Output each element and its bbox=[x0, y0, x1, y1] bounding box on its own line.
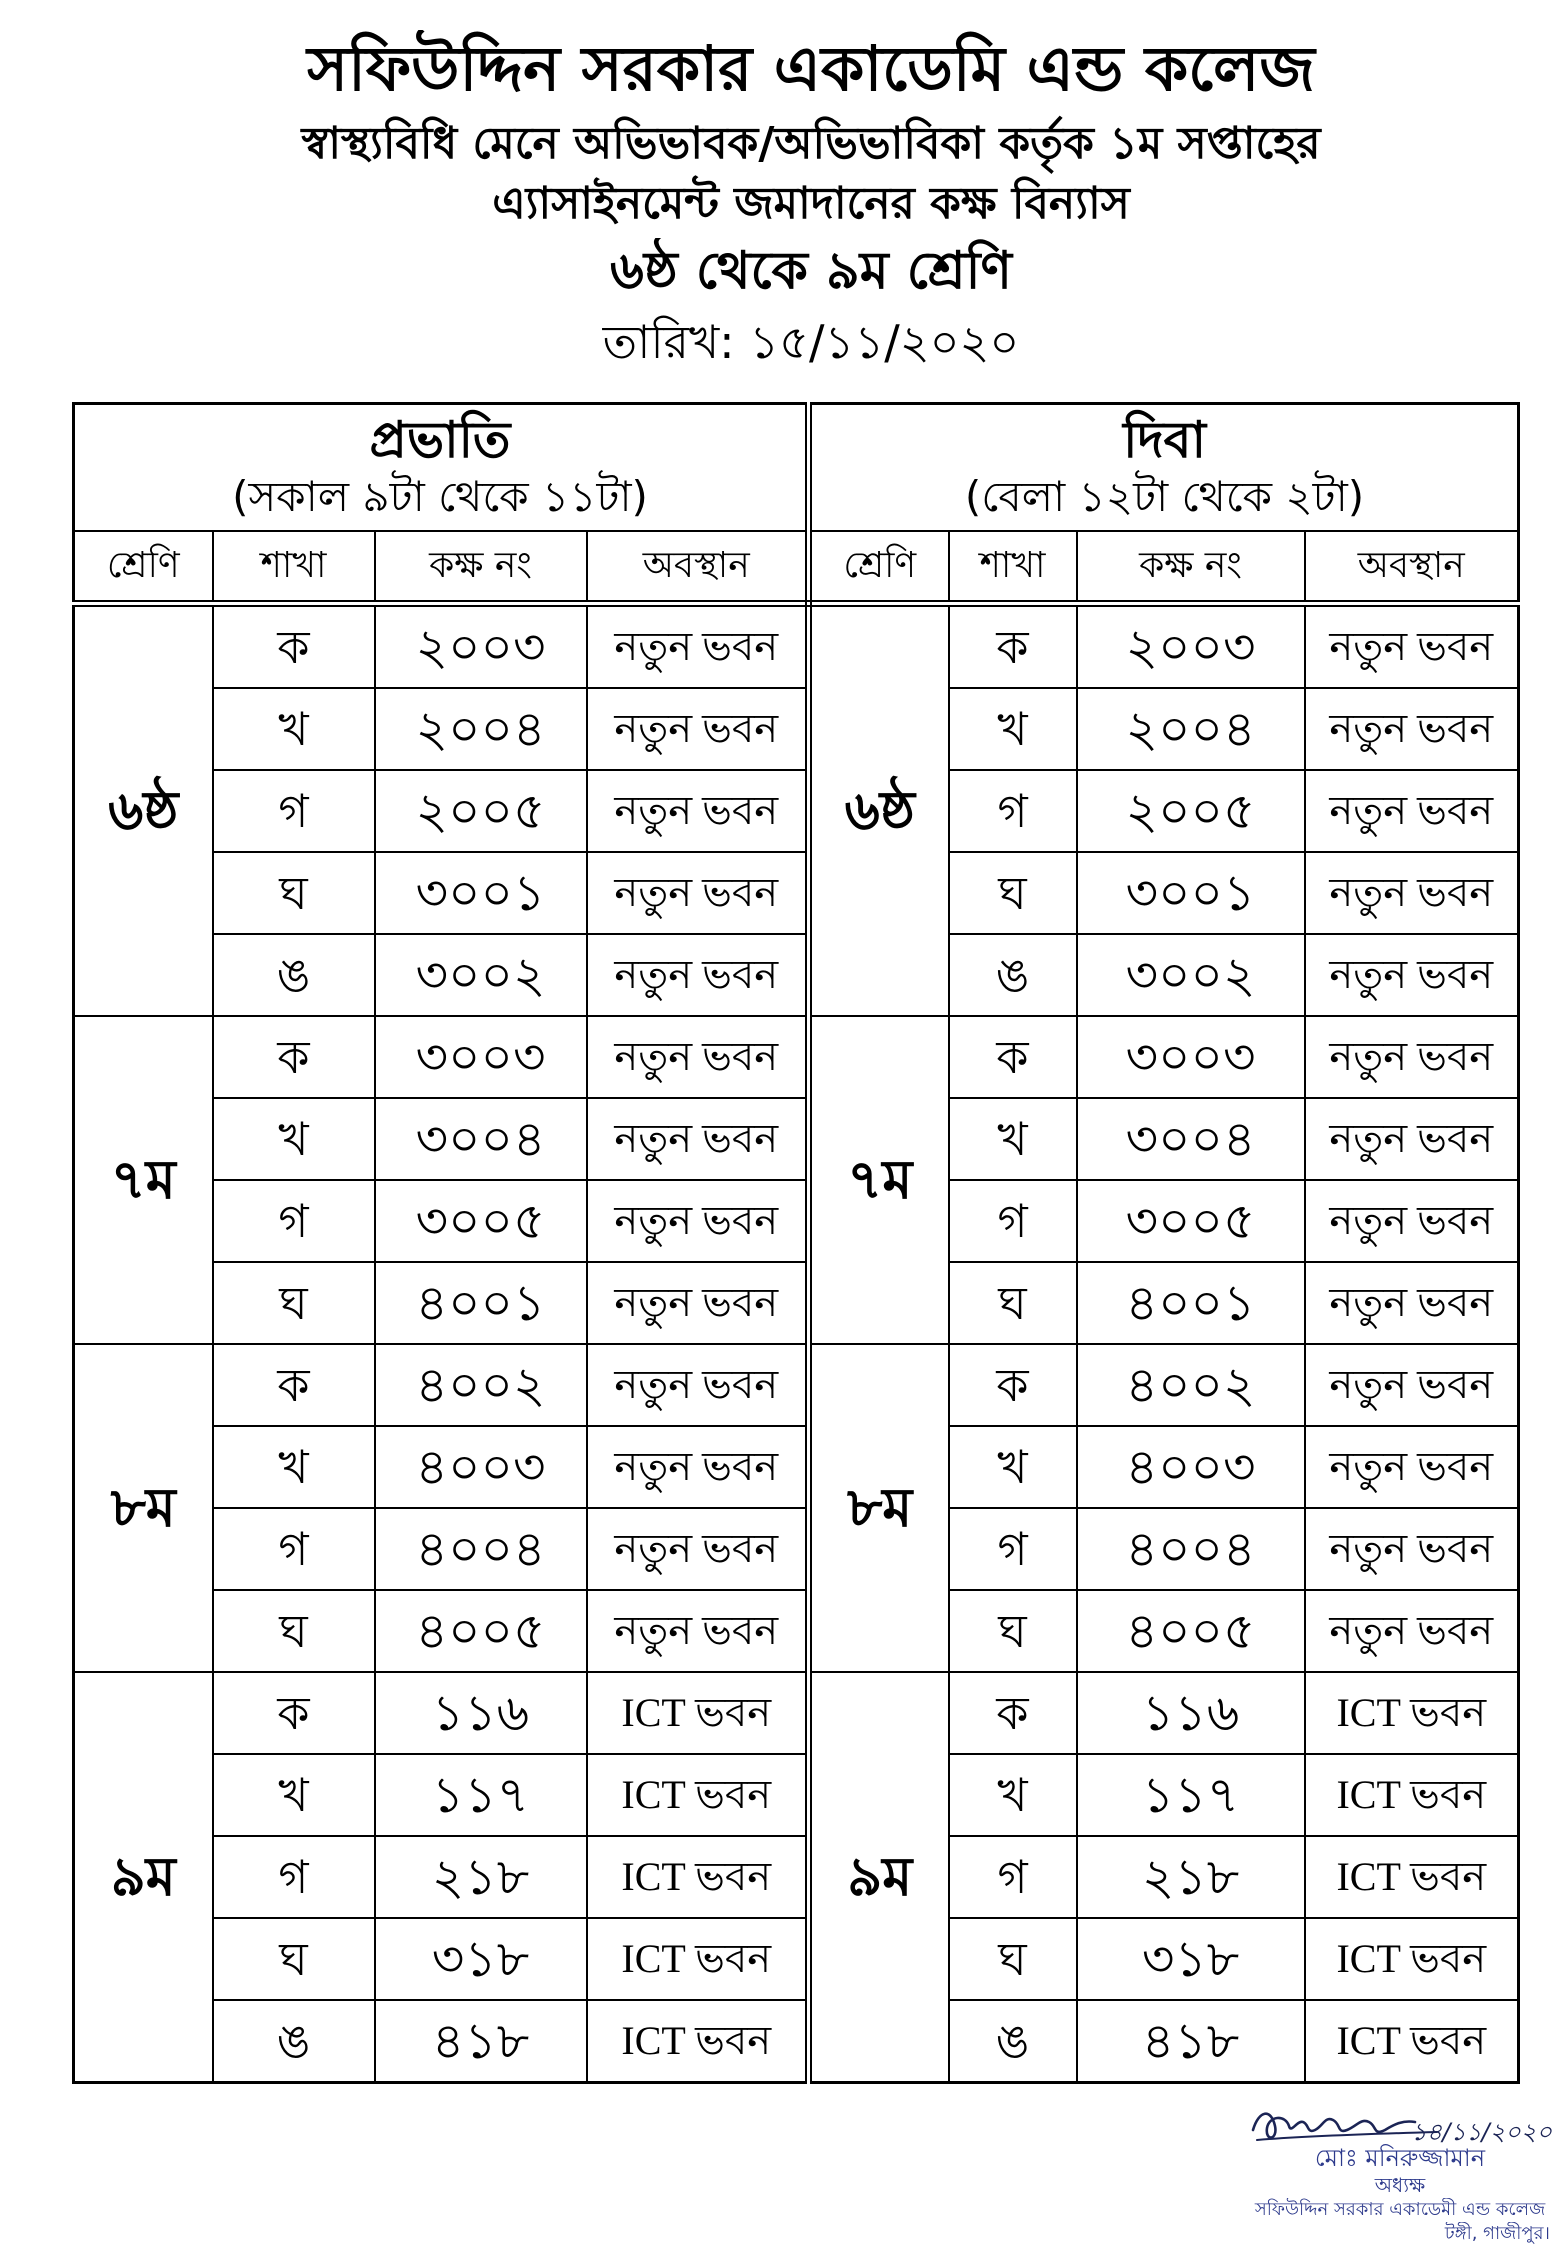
room-cell: ২০০৩ bbox=[375, 604, 587, 689]
section-cell: গ bbox=[213, 1180, 375, 1262]
section-cell: ঙ bbox=[213, 2000, 375, 2083]
room-cell: ২১৮ bbox=[375, 1836, 587, 1918]
section-cell: ক bbox=[949, 604, 1077, 689]
location-cell: নতুন ভবন bbox=[587, 1098, 809, 1180]
notice-date: তারিখ: ১৫/১১/২০২০ bbox=[602, 315, 1020, 369]
table-row bbox=[74, 1754, 1519, 1836]
section-cell: ক bbox=[213, 1344, 375, 1426]
notice-subtitle-line-2: এ্যাসাইনমেন্ট জমাদানের কক্ষ বিন্যাস bbox=[492, 178, 1130, 229]
location-cell: নতুন ভবন bbox=[587, 688, 809, 770]
section-cell: ঘ bbox=[949, 1262, 1077, 1344]
column-header-room: কক্ষ নং bbox=[1077, 531, 1305, 604]
room-cell: ২০০৫ bbox=[375, 770, 587, 852]
notice-subtitle-line-1: স্বাস্থ্যবিধি মেনে অভিভাবক/অভিভাবিকা কর্তৃক ১ম সপ্তাহের bbox=[301, 118, 1321, 169]
room-cell: ৩০০৫ bbox=[1077, 1180, 1305, 1262]
shift-header-morning bbox=[74, 404, 809, 532]
room-cell: ৩০০২ bbox=[375, 934, 587, 1016]
room-cell: ৩০০৪ bbox=[375, 1098, 587, 1180]
room-cell: ৪০০৩ bbox=[375, 1426, 587, 1508]
column-header-location: অবস্থান bbox=[587, 531, 809, 604]
room-cell: ৪০০২ bbox=[375, 1344, 587, 1426]
table-row bbox=[74, 852, 1519, 934]
table-row bbox=[74, 604, 1519, 689]
room-cell: ২০০৪ bbox=[375, 688, 587, 770]
section-cell: ক bbox=[949, 1672, 1077, 1754]
room-cell: ৪০০৫ bbox=[1077, 1590, 1305, 1672]
location-cell: নতুন ভবন bbox=[587, 1426, 809, 1508]
section-cell: ক bbox=[213, 1672, 375, 1754]
section-cell: গ bbox=[949, 1508, 1077, 1590]
location-cell: নতুন ভবন bbox=[1305, 770, 1519, 852]
location-cell: নতুন ভবন bbox=[587, 1180, 809, 1262]
location-cell: নতুন ভবন bbox=[587, 770, 809, 852]
stamp-institution: সফিউদ্দিন সরকার একাডেমী এন্ড কলেজ bbox=[1254, 2199, 1546, 2220]
section-cell: ঘ bbox=[213, 1590, 375, 1672]
table-row bbox=[74, 1508, 1519, 1590]
section-cell: খ bbox=[949, 688, 1077, 770]
column-header-room: কক্ষ নং bbox=[375, 531, 587, 604]
location-cell: নতুন ভবন bbox=[1305, 604, 1519, 689]
room-cell: ৩০০১ bbox=[1077, 852, 1305, 934]
location-cell: নতুন ভবন bbox=[1305, 1016, 1519, 1098]
table-body bbox=[74, 604, 1519, 2083]
section-cell: ঘ bbox=[949, 852, 1077, 934]
section-cell: ঙ bbox=[949, 2000, 1077, 2083]
column-header-section: শাখা bbox=[213, 531, 375, 604]
section-cell: খ bbox=[213, 1098, 375, 1180]
table-row bbox=[74, 1262, 1519, 1344]
location-cell: নতুন ভবন bbox=[1305, 1508, 1519, 1590]
shift-header-day bbox=[809, 404, 1519, 532]
location-cell: নতুন ভবন bbox=[1305, 1262, 1519, 1344]
location-cell: ICT ভবন bbox=[1305, 1754, 1519, 1836]
room-cell: ৪০০৩ bbox=[1077, 1426, 1305, 1508]
class-cell: ৭ম bbox=[74, 1016, 213, 1344]
shift-time: (বেলা ১২টা থেকে ২টা) bbox=[964, 471, 1365, 521]
section-cell: গ bbox=[213, 1508, 375, 1590]
location-cell: নতুন ভবন bbox=[1305, 1426, 1519, 1508]
stamp-address: টঙ্গী, গাজীপুর। bbox=[1444, 2223, 1550, 2244]
table-row bbox=[74, 1918, 1519, 2000]
room-cell: ৩০০৫ bbox=[375, 1180, 587, 1262]
room-cell: ১১৬ bbox=[1077, 1672, 1305, 1754]
section-cell: ক bbox=[213, 1016, 375, 1098]
room-cell: ৩০০২ bbox=[1077, 934, 1305, 1016]
room-cell: ১১৭ bbox=[375, 1754, 587, 1836]
table-row bbox=[74, 1180, 1519, 1262]
room-cell: ২০০৪ bbox=[1077, 688, 1305, 770]
room-allocation-table bbox=[72, 402, 1520, 2084]
location-cell: নতুন ভবন bbox=[587, 1508, 809, 1590]
section-cell: ক bbox=[949, 1344, 1077, 1426]
section-cell: খ bbox=[949, 1098, 1077, 1180]
section-cell: ঘ bbox=[949, 1590, 1077, 1672]
signature-date: ১৪/১১/২০২০ bbox=[1411, 2118, 1552, 2146]
location-cell: ICT ভবন bbox=[587, 1918, 809, 2000]
institution-title: সফিউদ্দিন সরকার একাডেমি এন্ড কলেজ bbox=[307, 32, 1315, 105]
class-cell: ৮ম bbox=[74, 1344, 213, 1672]
room-cell: ৩১৮ bbox=[1077, 1918, 1305, 2000]
class-cell: ৬ষ্ঠ bbox=[74, 604, 213, 1017]
location-cell: ICT ভবন bbox=[1305, 1836, 1519, 1918]
location-cell: নতুন ভবন bbox=[1305, 1590, 1519, 1672]
location-cell: নতুন ভবন bbox=[1305, 1098, 1519, 1180]
column-header-class: শ্রেণি bbox=[74, 531, 213, 604]
section-cell: গ bbox=[949, 1836, 1077, 1918]
table-row bbox=[74, 1836, 1519, 1918]
location-cell: নতুন ভবন bbox=[1305, 1344, 1519, 1426]
principal-stamp bbox=[1250, 2144, 1550, 2246]
room-cell: ৩০০৩ bbox=[375, 1016, 587, 1098]
section-cell: ঘ bbox=[213, 852, 375, 934]
location-cell: নতুন ভবন bbox=[587, 1590, 809, 1672]
column-header-section: শাখা bbox=[949, 531, 1077, 604]
table-row bbox=[74, 934, 1519, 1016]
section-cell: গ bbox=[213, 770, 375, 852]
room-cell: ১১৬ bbox=[375, 1672, 587, 1754]
location-cell: নতুন ভবন bbox=[587, 1344, 809, 1426]
class-cell: ৬ষ্ঠ bbox=[809, 604, 949, 1017]
shift-header-row bbox=[74, 404, 1519, 532]
room-cell: ৩০০১ bbox=[375, 852, 587, 934]
table-row bbox=[74, 1344, 1519, 1426]
section-cell: ঙ bbox=[949, 934, 1077, 1016]
room-cell: ৪০০৪ bbox=[1077, 1508, 1305, 1590]
location-cell: নতুন ভবন bbox=[1305, 934, 1519, 1016]
room-cell: ২০০৫ bbox=[1077, 770, 1305, 852]
stamp-name: মোঃ মনিরুজ্জামান bbox=[1314, 2144, 1486, 2172]
shift-name: দিবা bbox=[1123, 410, 1206, 469]
room-cell: ৪০০৪ bbox=[375, 1508, 587, 1590]
room-cell: ২১৮ bbox=[1077, 1836, 1305, 1918]
room-cell: ৪১৮ bbox=[375, 2000, 587, 2083]
table-row bbox=[74, 1426, 1519, 1508]
location-cell: নতুন ভবন bbox=[587, 604, 809, 689]
room-cell: ১১৭ bbox=[1077, 1754, 1305, 1836]
column-header-class: শ্রেণি bbox=[809, 531, 949, 604]
location-cell: ICT ভবন bbox=[1305, 2000, 1519, 2083]
section-cell: ক bbox=[949, 1016, 1077, 1098]
table-row bbox=[74, 1672, 1519, 1754]
section-cell: খ bbox=[949, 1426, 1077, 1508]
section-cell: খ bbox=[213, 688, 375, 770]
table-row bbox=[74, 1098, 1519, 1180]
location-cell: নতুন ভবন bbox=[1305, 852, 1519, 934]
section-cell: ক bbox=[213, 604, 375, 689]
room-cell: ৩০০৩ bbox=[1077, 1016, 1305, 1098]
location-cell: নতুন ভবন bbox=[1305, 688, 1519, 770]
section-cell: ঘ bbox=[213, 1262, 375, 1344]
table-row bbox=[74, 1590, 1519, 1672]
column-header-location: অবস্থান bbox=[1305, 531, 1519, 604]
shift-time: (সকাল ৯টা থেকে ১১টা) bbox=[232, 471, 648, 521]
section-cell: ঘ bbox=[949, 1918, 1077, 2000]
location-cell: ICT ভবন bbox=[1305, 1672, 1519, 1754]
location-cell: নতুন ভবন bbox=[587, 1016, 809, 1098]
location-cell: ICT ভবন bbox=[587, 1836, 809, 1918]
column-header-row bbox=[74, 531, 1519, 604]
location-cell: নতুন ভবন bbox=[587, 1262, 809, 1344]
location-cell: নতুন ভবন bbox=[587, 852, 809, 934]
section-cell: গ bbox=[949, 770, 1077, 852]
section-cell: গ bbox=[949, 1180, 1077, 1262]
shift-name: প্রভাতি bbox=[369, 410, 511, 469]
section-cell: খ bbox=[213, 1426, 375, 1508]
room-cell: ৩১৮ bbox=[375, 1918, 587, 2000]
location-cell: ICT ভবন bbox=[1305, 1918, 1519, 2000]
location-cell: ICT ভবন bbox=[587, 1672, 809, 1754]
section-cell: খ bbox=[213, 1754, 375, 1836]
stamp-designation: অধ্যক্ষ bbox=[1374, 2173, 1426, 2197]
location-cell: ICT ভবন bbox=[587, 2000, 809, 2083]
room-cell: ৪০০১ bbox=[1077, 1262, 1305, 1344]
section-cell: গ bbox=[213, 1836, 375, 1918]
section-cell: ঘ bbox=[213, 1918, 375, 2000]
room-cell: ৪০০১ bbox=[375, 1262, 587, 1344]
class-cell: ৯ম bbox=[74, 1672, 213, 2083]
class-cell: ৭ম bbox=[809, 1016, 949, 1344]
class-range-heading: ৬ষ্ঠ থেকে ৯ম শ্রেণি bbox=[610, 241, 1012, 301]
section-cell: খ bbox=[949, 1754, 1077, 1836]
location-cell: নতুন ভবন bbox=[1305, 1180, 1519, 1262]
location-cell: ICT ভবন bbox=[587, 1754, 809, 1836]
section-cell: ঙ bbox=[213, 934, 375, 1016]
room-cell: ৪১৮ bbox=[1077, 2000, 1305, 2083]
table-row bbox=[74, 1016, 1519, 1098]
room-cell: ৩০০৪ bbox=[1077, 1098, 1305, 1180]
room-cell: ৪০০৫ bbox=[375, 1590, 587, 1672]
class-cell: ৯ম bbox=[809, 1672, 949, 2083]
location-cell: নতুন ভবন bbox=[587, 934, 809, 1016]
room-cell: ২০০৩ bbox=[1077, 604, 1305, 689]
table-row bbox=[74, 2000, 1519, 2083]
table-row bbox=[74, 688, 1519, 770]
class-cell: ৮ম bbox=[809, 1344, 949, 1672]
room-cell: ৪০০২ bbox=[1077, 1344, 1305, 1426]
table-row bbox=[74, 770, 1519, 852]
